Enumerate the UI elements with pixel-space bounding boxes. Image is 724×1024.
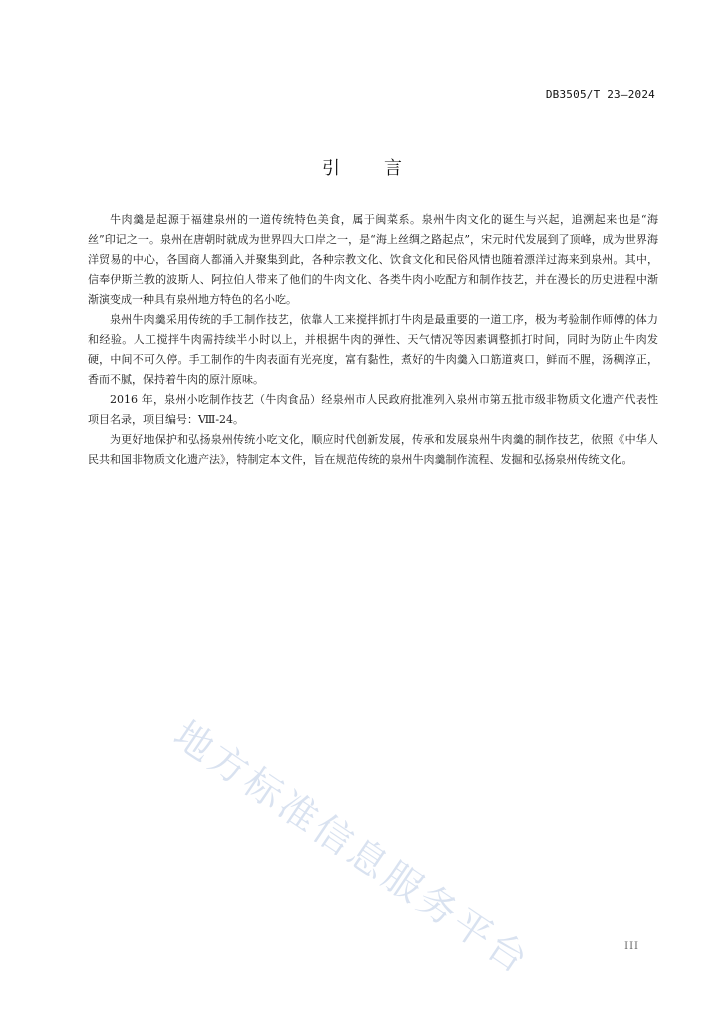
- page-title: 引言: [322, 158, 446, 179]
- page-number: III: [624, 941, 639, 952]
- watermark: 地方标准信息服务平台: [165, 712, 539, 984]
- paragraph-heritage-listing: 2016 年，泉州小吃制作技艺（牛肉食品）经泉州市人民政府批准列入泉州市第五批市级非物质文化遗产代表性项目名录，项目编号：Ⅷ-24。: [88, 393, 658, 426]
- introduction-body: [88, 210, 658, 470]
- document-code: DB3505/T 23—2024: [545, 88, 655, 101]
- paragraph-craft: 泉州牛肉羹采用传统的手工制作技艺，依靠人工来搅拌抓打牛肉是最重要的一道工序，极为考验制作师傅的体力和经验。人工搅拌牛肉需持续半小时以上，并根据牛肉的弹性、天气情况等因素调整抓打时间，同时为防止牛肉发硬，中间不可久停。手工制作的牛肉表面有光亮度，富有黏性，煮好的牛肉羹入口筋道爽口，鲜而不腥，汤稠淳正，香而不腻，保持着牛肉的原汁原味。: [88, 313, 658, 386]
- paragraph-purpose: 为更好地保护和弘扬泉州传统小吃文化，顺应时代创新发展，传承和发展泉州牛肉羹的制作技艺，依照《中华人民共和国非物质文化遗产法》，特制定本文件，旨在规范传统的泉州牛肉羹制作流程、发掘和弘扬泉州传统文化。: [88, 433, 658, 466]
- paragraph-origin: 牛肉羹是起源于福建泉州的一道传统特色美食，属于闽菜系。泉州牛肉文化的诞生与兴起，追溯起来也是“海丝”印记之一。泉州在唐朝时就成为世界四大口岸之一，是“海上丝绸之路起点”，宋元时代发展到了顶峰，成为世界海洋贸易的中心，各国商人都涌入并聚集到此，各种宗教文化、饮食文化和民俗风情也随着漂洋过海来到泉州。其中，信奉伊斯兰教的波斯人、阿拉伯人带来了他们的牛肉文化、各类牛肉小吃配方和制作技艺，并在漫长的历史进程中渐渐演变成一种具有泉州地方特色的名小吃。: [88, 213, 658, 306]
